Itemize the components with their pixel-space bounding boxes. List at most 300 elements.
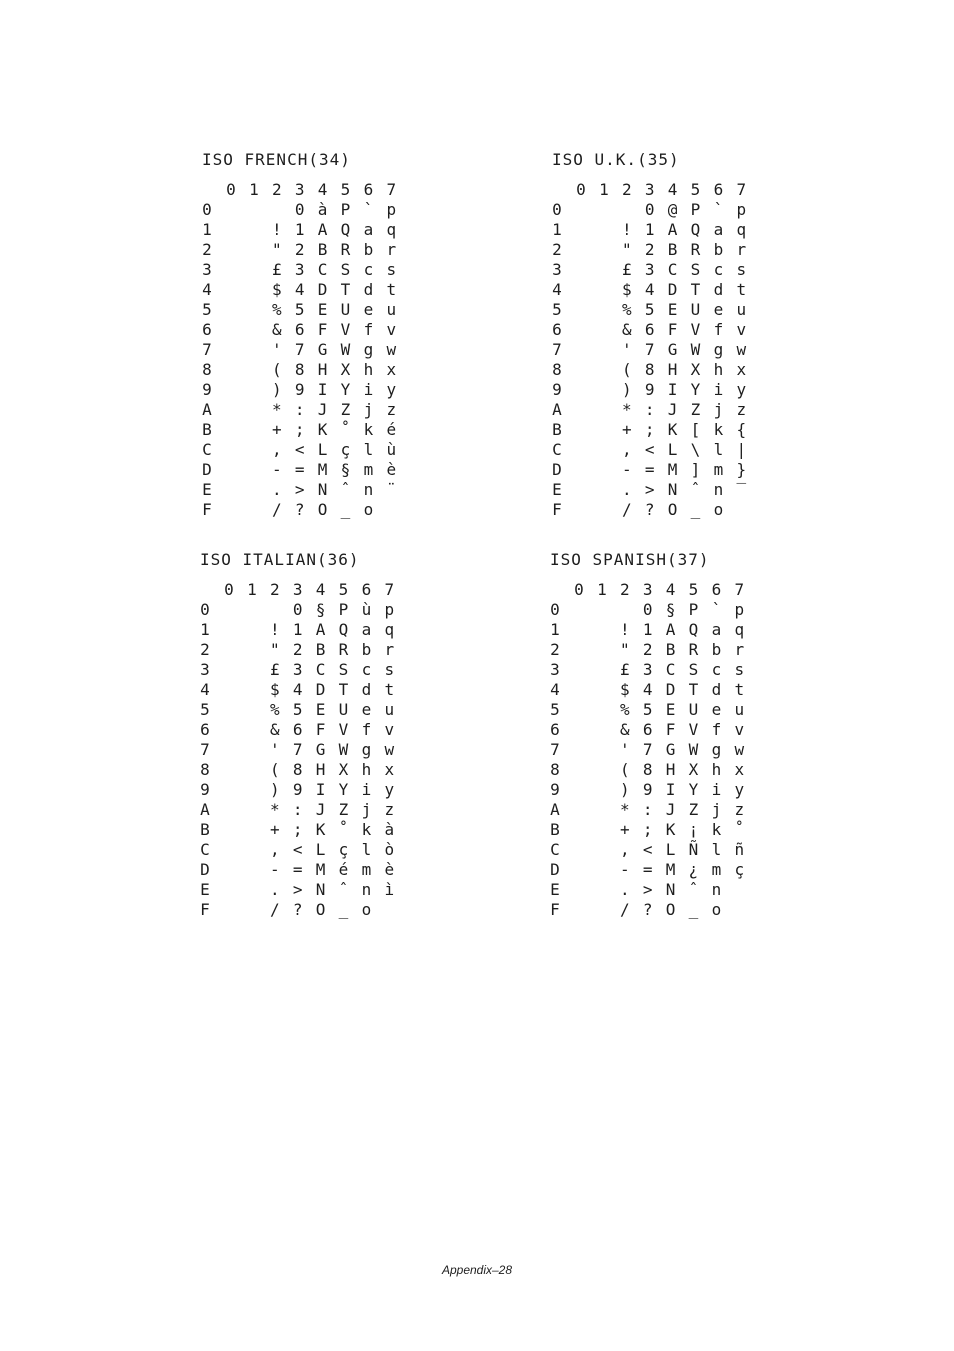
- char-cell: c: [713, 260, 724, 279]
- char-cell: E: [317, 300, 328, 319]
- char-cell: M: [667, 460, 678, 479]
- char-cell: [570, 220, 592, 240]
- char-cell: S: [340, 260, 351, 279]
- charset-grid: [552, 180, 852, 520]
- char-cell: >: [642, 880, 653, 899]
- char-cell: t: [734, 680, 745, 699]
- char-cell: [241, 860, 263, 880]
- char-cell: s: [386, 260, 397, 279]
- char-cell: %: [621, 300, 632, 319]
- char-cell: i: [713, 380, 724, 399]
- char-cell: X: [338, 760, 349, 779]
- char-cell: 2: [644, 240, 655, 259]
- char-cell: ': [621, 340, 632, 359]
- char-cell: V: [688, 720, 699, 739]
- char-cell: [568, 900, 590, 920]
- char-cell: ;: [642, 820, 653, 839]
- column-header: 0: [226, 180, 236, 199]
- char-cell: l: [363, 440, 374, 459]
- char-cell: s: [736, 260, 747, 279]
- char-cell: c: [361, 660, 372, 679]
- char-cell: R: [340, 240, 351, 259]
- char-cell: I: [315, 780, 326, 799]
- char-cell: +: [619, 820, 630, 839]
- char-cell: T: [340, 280, 351, 299]
- char-cell: §: [665, 600, 676, 619]
- char-cell: v: [384, 720, 395, 739]
- char-cell: w: [384, 740, 395, 759]
- char-cell: i: [363, 380, 374, 399]
- char-cell: J: [665, 800, 676, 819]
- row-header: 7: [550, 740, 560, 759]
- char-cell: [591, 840, 613, 860]
- char-cell: [593, 300, 615, 320]
- char-cell: [570, 360, 592, 380]
- char-cell: =: [294, 460, 305, 479]
- row-header: 8: [202, 360, 212, 379]
- char-cell: v: [734, 720, 745, 739]
- char-cell: W: [338, 740, 349, 759]
- char-cell: F: [667, 320, 678, 339]
- char-cell: +: [271, 420, 282, 439]
- char-cell: ˆ: [340, 480, 351, 499]
- char-cell: o: [361, 900, 372, 919]
- char-cell: 6: [294, 320, 305, 339]
- char-cell: (: [271, 360, 282, 379]
- char-cell: [568, 820, 590, 840]
- char-cell: m: [363, 460, 374, 479]
- char-cell: j: [363, 400, 374, 419]
- column-header: 4: [667, 180, 678, 199]
- char-cell: H: [317, 360, 328, 379]
- char-cell: G: [667, 340, 678, 359]
- char-cell: U: [338, 700, 349, 719]
- row-header: E: [202, 480, 212, 499]
- char-cell: 8: [294, 360, 305, 379]
- char-cell: 1: [644, 220, 655, 239]
- char-cell: [243, 260, 265, 280]
- char-cell: 9: [294, 380, 305, 399]
- char-cell: [243, 420, 265, 440]
- char-cell: [241, 800, 263, 820]
- char-cell: q: [734, 620, 745, 639]
- char-cell: &: [621, 320, 632, 339]
- char-cell: [593, 480, 615, 500]
- column-header: 1: [247, 580, 257, 599]
- char-cell: _: [340, 500, 351, 519]
- char-cell: u: [386, 300, 397, 319]
- char-cell: [568, 800, 590, 820]
- column-header: 4: [317, 180, 328, 199]
- char-cell: L: [665, 840, 676, 859]
- char-cell: G: [665, 740, 676, 759]
- char-cell: g: [711, 740, 722, 759]
- char-cell: &: [619, 720, 630, 739]
- char-cell: F: [317, 320, 328, 339]
- char-cell: 6: [292, 720, 303, 739]
- char-cell: o: [363, 500, 374, 519]
- char-cell: [730, 500, 752, 520]
- char-cell: Y: [338, 780, 349, 799]
- char-cell: [241, 620, 263, 640]
- char-cell: ˚: [734, 820, 745, 839]
- char-cell: K: [665, 820, 676, 839]
- table-title: ISO ITALIAN(36): [200, 550, 360, 569]
- char-cell: r: [384, 640, 395, 659]
- char-cell: [591, 680, 613, 700]
- char-cell: [241, 680, 263, 700]
- char-cell: 7: [294, 340, 305, 359]
- char-cell: 3: [292, 660, 303, 679]
- char-cell: w: [386, 340, 397, 359]
- column-header: 0: [574, 580, 584, 599]
- char-cell: [218, 700, 240, 720]
- char-cell: e: [363, 300, 374, 319]
- char-cell: ": [271, 240, 282, 259]
- char-cell: [218, 840, 240, 860]
- row-header: 2: [550, 640, 560, 659]
- char-cell: [220, 200, 242, 220]
- char-cell: N: [315, 880, 326, 899]
- char-cell: ç: [338, 840, 349, 859]
- char-cell: 3: [294, 260, 305, 279]
- char-cell: [220, 220, 242, 240]
- char-cell: [728, 900, 750, 920]
- char-cell: ': [619, 740, 630, 759]
- char-cell: ˚: [338, 820, 349, 839]
- char-cell: s: [734, 660, 745, 679]
- charset-grid: [200, 580, 500, 920]
- column-header: 6: [363, 180, 374, 199]
- char-cell: W: [340, 340, 351, 359]
- charset-grid: [202, 180, 502, 520]
- char-cell: {: [736, 420, 747, 439]
- char-cell: [218, 600, 240, 620]
- char-cell: >: [294, 480, 305, 499]
- char-cell: [591, 900, 613, 920]
- column-header: 5: [688, 580, 699, 599]
- char-cell: ˆ: [338, 880, 349, 899]
- char-cell: T: [688, 680, 699, 699]
- char-cell: K: [315, 820, 326, 839]
- char-cell: A: [667, 220, 678, 239]
- char-cell: 3: [642, 660, 653, 679]
- char-cell: m: [711, 860, 722, 879]
- char-cell: W: [690, 340, 701, 359]
- char-cell: [591, 780, 613, 800]
- row-header: 0: [202, 200, 212, 219]
- char-cell: ù: [386, 440, 397, 459]
- char-cell: [728, 880, 750, 900]
- char-cell: £: [271, 260, 282, 279]
- char-cell: ù: [361, 600, 372, 619]
- char-cell: :: [294, 400, 305, 419]
- char-cell: F: [665, 720, 676, 739]
- char-cell: =: [642, 860, 653, 879]
- char-cell: [570, 240, 592, 260]
- char-cell: .: [619, 880, 630, 899]
- char-cell: Y: [688, 780, 699, 799]
- char-cell: [591, 620, 613, 640]
- char-cell: H: [667, 360, 678, 379]
- char-cell: o: [711, 900, 722, 919]
- char-cell: [568, 880, 590, 900]
- char-cell: m: [713, 460, 724, 479]
- char-cell: [241, 640, 263, 660]
- table-title: ISO FRENCH(34): [202, 150, 351, 169]
- char-cell: ‾: [736, 480, 747, 499]
- char-cell: i: [361, 780, 372, 799]
- char-cell: [220, 440, 242, 460]
- char-cell: [243, 360, 265, 380]
- row-header: 6: [202, 320, 212, 339]
- char-cell: g: [361, 740, 372, 759]
- char-cell: [264, 600, 286, 620]
- row-header: 7: [202, 340, 212, 359]
- char-cell: [243, 460, 265, 480]
- char-cell: 2: [292, 640, 303, 659]
- char-cell: [220, 360, 242, 380]
- char-cell: m: [361, 860, 372, 879]
- char-cell: /: [619, 900, 630, 919]
- charset-grid: [550, 580, 850, 920]
- char-cell: !: [271, 220, 282, 239]
- char-cell: >: [644, 480, 655, 499]
- char-cell: ;: [644, 420, 655, 439]
- char-cell: 6: [642, 720, 653, 739]
- char-cell: u: [736, 300, 747, 319]
- row-header: 9: [202, 380, 212, 399]
- char-cell: s: [384, 660, 395, 679]
- char-cell: ': [269, 740, 280, 759]
- row-header: 0: [550, 600, 560, 619]
- char-cell: &: [271, 320, 282, 339]
- char-cell: à: [317, 200, 328, 219]
- row-header: 1: [202, 220, 212, 239]
- char-cell: [241, 720, 263, 740]
- char-cell: b: [363, 240, 374, 259]
- char-cell: z: [734, 800, 745, 819]
- char-cell: !: [621, 220, 632, 239]
- char-cell: N: [317, 480, 328, 499]
- char-cell: T: [338, 680, 349, 699]
- char-cell: z: [386, 400, 397, 419]
- char-cell: [593, 260, 615, 280]
- char-cell: ]: [690, 460, 701, 479]
- column-header: 6: [713, 180, 724, 199]
- char-cell: [218, 800, 240, 820]
- char-cell: q: [384, 620, 395, 639]
- char-cell: [616, 200, 638, 220]
- char-cell: [220, 340, 242, 360]
- row-header: C: [552, 440, 562, 459]
- char-cell: %: [269, 700, 280, 719]
- char-cell: j: [713, 400, 724, 419]
- row-header: A: [200, 800, 210, 819]
- char-cell: [218, 640, 240, 660]
- page-footer: Appendix–28: [441, 1263, 513, 1277]
- char-cell: q: [736, 220, 747, 239]
- char-cell: (: [621, 360, 632, 379]
- row-header: B: [200, 820, 210, 839]
- column-header: 1: [249, 180, 259, 199]
- row-header: E: [552, 480, 562, 499]
- char-cell: L: [667, 440, 678, 459]
- char-cell: Q: [688, 620, 699, 639]
- char-cell: <: [292, 840, 303, 859]
- char-cell: $: [621, 280, 632, 299]
- column-header: 4: [315, 580, 326, 599]
- char-cell: e: [361, 700, 372, 719]
- char-cell: [570, 500, 592, 520]
- char-cell: b: [361, 640, 372, 659]
- char-cell: c: [363, 260, 374, 279]
- char-cell: [568, 680, 590, 700]
- char-cell: é: [338, 860, 349, 879]
- char-cell: Z: [340, 400, 351, 419]
- char-cell: Q: [338, 620, 349, 639]
- char-cell: [568, 620, 590, 640]
- char-cell: [220, 240, 242, 260]
- row-header: D: [552, 460, 562, 479]
- char-cell: ,: [619, 840, 630, 859]
- column-header: 2: [619, 580, 630, 599]
- char-cell: 0: [294, 200, 305, 219]
- char-cell: :: [644, 400, 655, 419]
- char-cell: N: [667, 480, 678, 499]
- char-cell: J: [315, 800, 326, 819]
- char-cell: w: [734, 740, 745, 759]
- char-cell: Q: [690, 220, 701, 239]
- column-header: 3: [642, 580, 653, 599]
- char-cell: q: [386, 220, 397, 239]
- row-header: C: [202, 440, 212, 459]
- char-cell: £: [269, 660, 280, 679]
- char-cell: [241, 740, 263, 760]
- char-cell: ): [619, 780, 630, 799]
- char-cell: t: [386, 280, 397, 299]
- column-header: 7: [734, 580, 745, 599]
- row-header: D: [200, 860, 210, 879]
- char-cell: :: [642, 800, 653, 819]
- char-cell: $: [269, 680, 280, 699]
- char-cell: [220, 280, 242, 300]
- char-cell: [218, 880, 240, 900]
- char-cell: A: [665, 620, 676, 639]
- char-cell: L: [315, 840, 326, 859]
- char-cell: f: [711, 720, 722, 739]
- char-cell: ,: [269, 840, 280, 859]
- char-cell: [241, 900, 263, 920]
- column-header: 5: [340, 180, 351, 199]
- char-cell: D: [315, 680, 326, 699]
- char-cell: O: [317, 500, 328, 519]
- char-cell: n: [711, 880, 722, 899]
- char-cell: [241, 760, 263, 780]
- char-cell: d: [713, 280, 724, 299]
- char-cell: d: [363, 280, 374, 299]
- char-cell: a: [713, 220, 724, 239]
- row-header: 7: [200, 740, 210, 759]
- char-cell: [593, 380, 615, 400]
- column-header: 5: [338, 580, 349, 599]
- char-cell: 7: [644, 340, 655, 359]
- char-cell: %: [271, 300, 282, 319]
- char-cell: $: [619, 680, 630, 699]
- char-cell: [570, 260, 592, 280]
- char-cell: %: [619, 700, 630, 719]
- row-header: F: [550, 900, 560, 919]
- char-cell: f: [361, 720, 372, 739]
- char-cell: E: [665, 700, 676, 719]
- char-cell: [568, 840, 590, 860]
- char-cell: 4: [644, 280, 655, 299]
- char-cell: J: [667, 400, 678, 419]
- char-cell: a: [711, 620, 722, 639]
- char-cell: F: [315, 720, 326, 739]
- char-cell: V: [690, 320, 701, 339]
- char-cell: ˚: [340, 420, 351, 439]
- char-cell: 5: [644, 300, 655, 319]
- char-cell: [218, 660, 240, 680]
- char-cell: [241, 660, 263, 680]
- char-cell: [241, 820, 263, 840]
- char-cell: [243, 280, 265, 300]
- char-cell: ñ: [734, 840, 745, 859]
- column-header: 1: [597, 580, 607, 599]
- char-cell: C: [665, 660, 676, 679]
- column-header: 6: [361, 580, 372, 599]
- row-header: 0: [200, 600, 210, 619]
- char-cell: P: [338, 600, 349, 619]
- char-cell: [220, 420, 242, 440]
- char-cell: V: [338, 720, 349, 739]
- char-cell: R: [338, 640, 349, 659]
- char-cell: ˆ: [690, 480, 701, 499]
- char-cell: *: [271, 400, 282, 419]
- char-cell: _: [338, 900, 349, 919]
- char-cell: `: [363, 200, 374, 219]
- char-cell: .: [269, 880, 280, 899]
- char-cell: X: [690, 360, 701, 379]
- char-cell: Z: [688, 800, 699, 819]
- char-cell: *: [621, 400, 632, 419]
- column-header: 2: [621, 180, 632, 199]
- char-cell: T: [690, 280, 701, 299]
- column-header: 2: [271, 180, 282, 199]
- char-cell: i: [711, 780, 722, 799]
- char-cell: n: [363, 480, 374, 499]
- char-cell: 1: [294, 220, 305, 239]
- char-cell: e: [713, 300, 724, 319]
- char-cell: z: [384, 800, 395, 819]
- char-cell: c: [711, 660, 722, 679]
- char-cell: +: [269, 820, 280, 839]
- char-cell: B: [665, 640, 676, 659]
- char-cell: ;: [294, 420, 305, 439]
- row-header: 4: [550, 680, 560, 699]
- char-cell: -: [619, 860, 630, 879]
- char-cell: x: [736, 360, 747, 379]
- row-header: E: [550, 880, 560, 899]
- column-header: 7: [736, 180, 747, 199]
- column-header: 3: [644, 180, 655, 199]
- char-cell: .: [271, 480, 282, 499]
- char-cell: [218, 900, 240, 920]
- char-cell: 9: [292, 780, 303, 799]
- char-cell: [220, 380, 242, 400]
- char-cell: G: [315, 740, 326, 759]
